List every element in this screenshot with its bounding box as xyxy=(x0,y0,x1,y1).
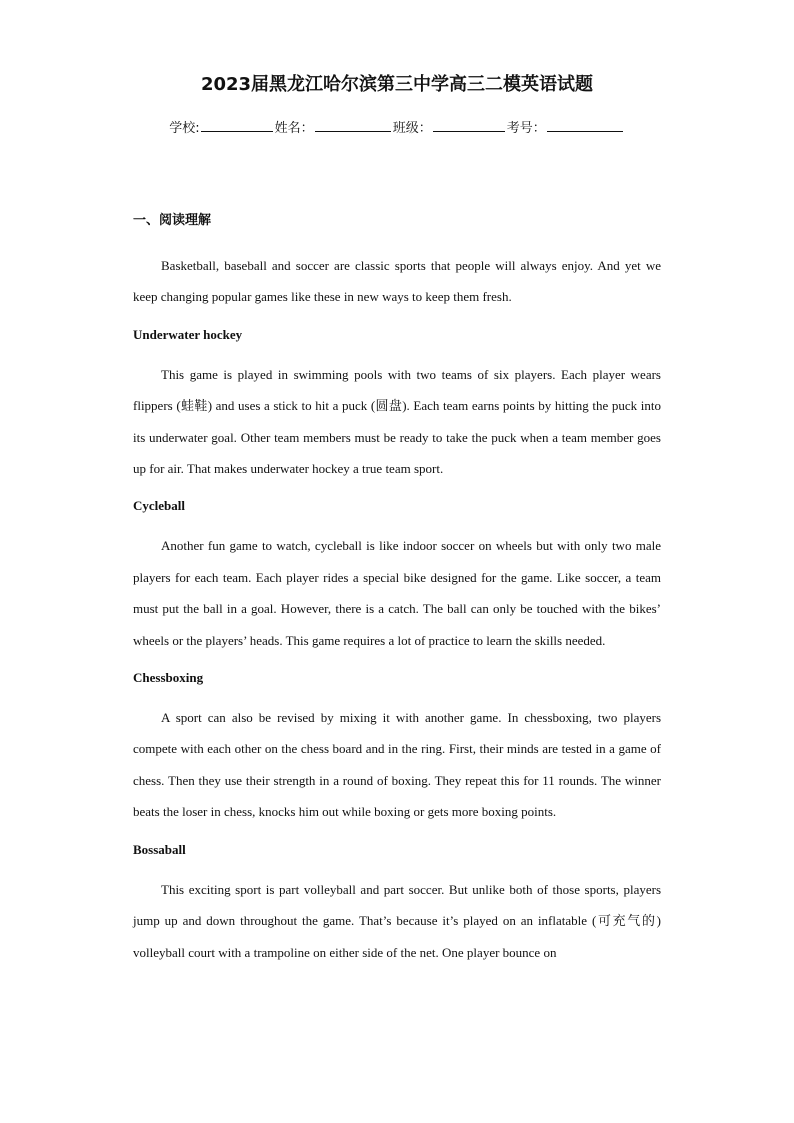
class-blank[interactable] xyxy=(433,119,505,132)
school-label: 学校: xyxy=(169,121,200,136)
part-heading-bossaball: Bossaball xyxy=(133,841,186,857)
section-heading: 一、阅读理解 xyxy=(133,213,212,228)
part-text-cycleball: Another fun game to watch, cycleball is like indoor soccer on wheels but with only two male players for each team. Each player rides a special bike designed for the game. Like soccer, a team must put the ball in a goal. However, there is a catch. The ball can only be touched with the bikes’ wheels or the players’ heads. This game requires a lot of practice to learn the skills needed. xyxy=(133,538,661,648)
school-blank[interactable] xyxy=(201,119,273,132)
name-label: 姓名： xyxy=(274,121,314,136)
intro-paragraph: Basketball, baseball and soccer are classic sports that people will always enjoy. And yet we keep changing popular games like these in new ways to keep them fresh. xyxy=(133,258,661,305)
exam-no-label: 考号： xyxy=(506,121,546,136)
part-text-bossaball: This exciting sport is part volleyball and part soccer. But unlike both of those sports, players jump up and down throughout the game. That’s because it’s played on an inflatable (可充气的) volleyball court with a trampoline on either side of the net. One player bounce on xyxy=(133,881,661,960)
part-text-chessboxing: A sport can also be revised by mixing it with another game. In chessboxing, two players compete with each other on the chess board and in the ring. First, their minds are tested in a game of chess. Then they use their strength in a round of boxing. They repeat this for 11 rounds. The winner beats the loser in chess, knocks him out while boxing or gets more boxing points. xyxy=(133,710,661,820)
class-label: 班级： xyxy=(392,121,432,136)
exam-no-blank[interactable] xyxy=(547,119,623,132)
part-text-underwater-hockey: This game is played in swimming pools with two teams of six players. Each player wears flippers (蛙鞋) and uses a stick to hit a puck (圆盘). Each team earns points by hitting the puck into its underwater goal. Other team members must be ready to take the puck when a team member goes up for air. That makes underwater hockey a true team sport. xyxy=(133,366,661,477)
reading-section xyxy=(133,200,661,968)
student-info-line xyxy=(0,117,794,136)
part-heading-cycleball: Cycleball xyxy=(133,498,185,514)
part-heading-chessboxing: Chessboxing xyxy=(133,670,204,686)
part-heading-underwater-hockey: Underwater hockey xyxy=(133,326,243,342)
page-title: 2023届黑龙江哈尔滨第三中学高三二模英语试题 xyxy=(200,74,594,95)
name-blank[interactable] xyxy=(315,119,391,132)
